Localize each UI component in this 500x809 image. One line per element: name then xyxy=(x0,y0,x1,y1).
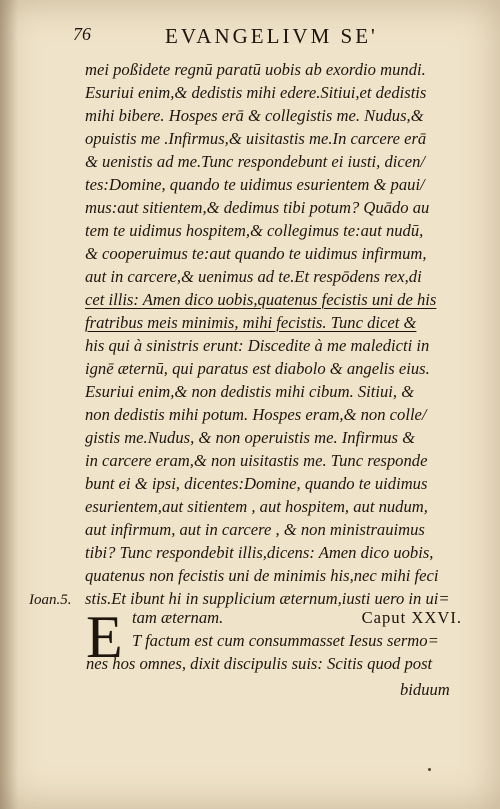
drop-cap-initial: E xyxy=(86,604,123,670)
text-line: bunt ei & ipsi, dicentes:Domine, quando te uidimus xyxy=(85,474,428,493)
text-line: Esuriui enim,& non dedistis mihi cibum. Sitiui, & xyxy=(85,382,415,401)
main-text-block xyxy=(85,58,460,610)
running-title: EVANGELIVM SE' xyxy=(165,24,378,48)
text-line: aut infirmum, aut in carcere , & non ministrauimus xyxy=(85,520,425,539)
underlined-text-line: fratribus meis minimis, mihi fecistis. Tunc dicet & xyxy=(85,313,417,332)
chapter-heading: Caput XXVI. xyxy=(361,608,462,627)
underlined-text-line: cet illis: Amen dico uobis,quatenus fecistis uni de his xyxy=(85,290,437,309)
text-fragment: tam æternam. xyxy=(132,608,224,627)
text-line: gistis me.Nudus, & non operuistis me. Infirmus & xyxy=(85,428,416,447)
text-line: T factum est cum consummasset Iesus sermo= xyxy=(132,631,439,650)
text-line: opuistis me .Infirmus,& uisitastis me.In carcere erā xyxy=(85,129,427,148)
chapter-text-lines xyxy=(86,652,461,675)
text-line: & uenistis ad me.Tunc respondebunt ei iusti, dicen/ xyxy=(85,152,425,171)
text-line: mei poßidete regnū paratū uobis ab exordio mundi. xyxy=(85,60,426,79)
text-line: tibi? Tunc respondebit illis,dicens: Amen dico uobis, xyxy=(85,543,434,562)
text-line: quatenus non fecistis uni de minimis his,nec mihi feci xyxy=(85,566,439,585)
catchword: biduum xyxy=(400,680,450,699)
text-line: in carcere eram,& non uisitastis me. Tunc responde xyxy=(85,451,428,470)
text-line: ignē æternū, qui paratus est diabolo & angelis eius. xyxy=(85,359,430,378)
chapter-heading-line xyxy=(132,606,462,629)
text-line: mus:aut sitientem,& dedimus tibi potum? Quādo au xyxy=(85,198,430,217)
paper-speck xyxy=(428,768,431,771)
text-line: stis.Et ibunt hi in supplicium æternum,iusti uero in ui= xyxy=(85,589,450,608)
text-line: esurientem,aut sitientem , aut hospitem, aut nudum, xyxy=(85,497,428,516)
text-line: non dedistis mihi potum. Hospes eram,& non colle/ xyxy=(85,405,427,424)
text-line: tes:Domine, quando te uidimus esurientem & paui/ xyxy=(85,175,425,194)
text-line: mihi bibere. Hospes erā & collegistis me. Nudus,& xyxy=(85,106,424,125)
text-line: aut in carcere,& uenimus ad te.Et respōdens rex,di xyxy=(85,267,422,286)
text-line: his qui à sinistris erunt: Discedite à me maledicti in xyxy=(85,336,430,355)
margin-reference: Ioan.5. xyxy=(29,592,72,608)
text-line: & cooperuimus te:aut quando te uidimus infirmum, xyxy=(85,244,427,263)
text-line: nes hos omnes, dixit discipulis suis: Scitis quod post xyxy=(86,654,433,673)
page-header xyxy=(73,24,473,52)
text-line: Esuriui enim,& dedistis mihi edere.Sitiui,et dedistis xyxy=(85,83,427,102)
chapter-opening-lines xyxy=(132,606,462,652)
text-line: tem te uidimus hospitem,& collegimus te:aut nudū, xyxy=(85,221,424,240)
folio-number: 76 xyxy=(73,24,91,44)
